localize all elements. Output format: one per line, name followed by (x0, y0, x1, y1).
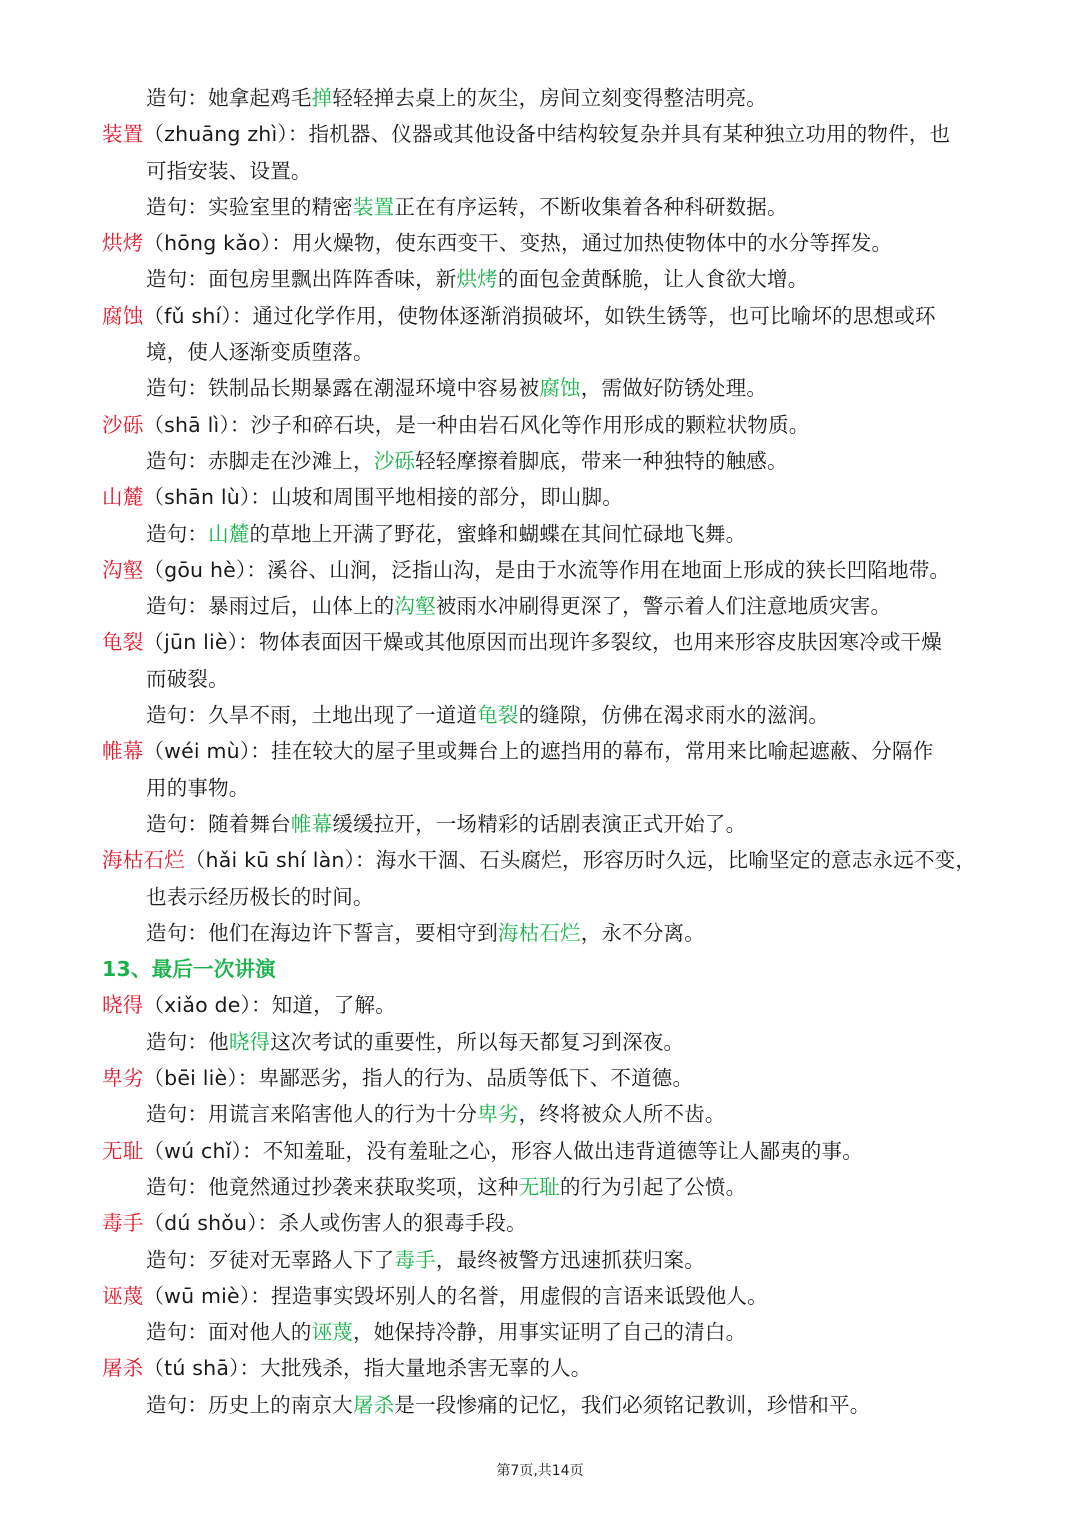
vocab-term: 毒手 (102, 1211, 144, 1236)
line-text: 用的事物。 (146, 775, 250, 800)
text-line (0, 443, 1080, 479)
vocab-entry-line (0, 1060, 1080, 1096)
line-text: 造句：赤脚走在沙滩上， (146, 448, 374, 473)
line-text: ，她保持冷静，用事实证明了自己的清白。 (353, 1320, 747, 1345)
highlighted-term: 屠杀 (353, 1392, 395, 1417)
text-line (0, 1387, 1080, 1423)
line-text: ，需做好防锈处理。 (580, 376, 768, 401)
text-line (0, 1242, 1080, 1278)
line-text: 造句：用谎言来陷害他人的行为十分 (146, 1102, 478, 1127)
line-text: （bēi liè）：卑鄙恶劣，指人的行为、品质等低下、不道德。 (143, 1066, 694, 1091)
vocab-entry-line (0, 298, 1080, 334)
line-text: 造句：面包房里飘出阵阵香味，新 (146, 267, 457, 292)
vocab-entry-line (0, 987, 1080, 1023)
line-text: ，终将被众人所不齿。 (518, 1102, 726, 1127)
line-text: 造句：歹徒对无辜路人下了 (146, 1247, 395, 1272)
line-text: （shā lì）：沙子和碎石块，是一种由岩石风化等作用形成的颗粒状物质。 (143, 412, 810, 437)
line-text: （hōng kǎo）：用火燥物，使东西变干、变热，通过加热使物体中的水分等挥发。 (143, 231, 893, 256)
highlighted-term: 腐蚀 (539, 376, 581, 401)
vocab-term: 帷幕 (102, 739, 144, 764)
vocab-term: 无耻 (102, 1138, 144, 1163)
vocab-term: 卑劣 (102, 1066, 144, 1091)
vocab-term: 海枯石烂 (102, 848, 185, 873)
vocab-entry-line (0, 1205, 1080, 1241)
vocab-term: 烘烤 (102, 231, 144, 256)
text-line (0, 806, 1080, 842)
line-text: （hǎi kū shí làn）：海水干涸、石头腐烂，形容历时久远，比喻坚定的意志永远不变， (184, 848, 977, 873)
highlighted-term: 帷幕 (290, 811, 333, 836)
vocab-term: 山麓 (102, 485, 144, 510)
highlighted-term: 掸 (311, 86, 333, 110)
highlighted-term: 无耻 (518, 1174, 561, 1199)
vocab-entry-line (0, 552, 1080, 588)
text-line (0, 661, 1080, 697)
highlighted-term: 龟裂 (477, 703, 519, 728)
line-text: 造句：铁制品长期暴露在潮湿环境中容易被 (146, 376, 540, 401)
text-line (0, 1314, 1080, 1350)
vocab-term: 晓得 (102, 993, 144, 1018)
line-text: 境，使人逐渐变质堕落。 (146, 340, 374, 365)
line-text: （dú shǒu）：杀人或伤害人的狠毒手段。 (143, 1211, 527, 1236)
line-text: 造句：他竟然通过抄袭来获取奖项，这种 (146, 1174, 519, 1199)
line-text: （gōu hè）：溪谷、山涧，泛指山沟，是由于水流等作用在地面上形成的狭长凹陷地带。 (143, 557, 951, 582)
line-text: 造句：随着舞台 (146, 811, 291, 836)
line-text: 造句：实验室里的精密 (146, 194, 353, 219)
line-text: 造句：他们在海边许下誓言，要相守到 (146, 920, 498, 945)
vocab-entry-line (0, 624, 1080, 660)
highlighted-term: 毒手 (394, 1247, 436, 1272)
line-text: 也表示经历极长的时间。 (146, 884, 374, 909)
line-text: （wéi mù）：挂在较大的屋子里或舞台上的遮挡用的幕布，常用来比喻起遮蔽、分隔作 (143, 739, 934, 764)
vocab-entry-line (0, 733, 1080, 769)
text-line (0, 1096, 1080, 1132)
line-text: （shān lù）：山坡和周围平地相接的部分，即山脚。 (143, 485, 623, 510)
vocab-entry-line (0, 407, 1080, 443)
text-line (0, 1024, 1080, 1060)
text-line (0, 697, 1080, 733)
line-text: （wú chǐ）：不知羞耻，没有羞耻之心，形容人做出违背道德等让人鄙夷的事。 (143, 1138, 863, 1163)
line-text: 可指安装、设置。 (146, 158, 312, 183)
line-text: 造句：面对他人的 (146, 1320, 312, 1345)
vocab-entry-line (0, 479, 1080, 515)
line-text: 造句：她拿起鸡毛 (146, 86, 312, 110)
vocab-entry-line (0, 1133, 1080, 1169)
highlighted-term: 海枯石烂 (497, 920, 581, 945)
highlighted-term: 沟壑 (394, 594, 436, 619)
line-text: （jūn liè）：物体表面因干燥或其他原因而出现许多裂纹，也用来形容皮肤因寒冷或干燥 (143, 630, 942, 655)
vocab-entry-line (0, 116, 1080, 152)
section-heading (0, 951, 1080, 987)
text-line (0, 334, 1080, 370)
line-text: 造句：他 (146, 1029, 229, 1054)
line-text: 的草地上开满了野花，蜜蜂和蝴蝶在其间忙碌地飞舞。 (249, 521, 747, 546)
line-text: （tú shā）：大批残杀，指大量地杀害无辜的人。 (143, 1356, 592, 1381)
line-text: （zhuāng zhì）：指机器、仪器或其他设备中结构较复杂并具有某种独立功用的物件，也 (143, 122, 951, 147)
text-line (0, 588, 1080, 624)
highlighted-term: 烘烤 (456, 267, 498, 292)
vocab-term: 屠杀 (102, 1356, 144, 1381)
line-text: （xiǎo de）：知道，了解。 (143, 993, 396, 1018)
line-text: 的面包金黄酥脆，让人食欲大增。 (497, 267, 809, 292)
vocab-entry-line (0, 1350, 1080, 1386)
line-text: 被雨水冲刷得更深了，警示着人们注意地质灾害。 (435, 594, 892, 619)
line-text: 造句： (146, 521, 209, 546)
highlighted-term: 卑劣 (477, 1102, 519, 1127)
line-text: 缓缓拉开，一场精彩的话剧表演正式开始了。 (332, 811, 747, 836)
text-line (0, 879, 1080, 915)
vocab-term: 沙砾 (102, 412, 144, 437)
line-text: 这次考试的重要性，所以每天都复习到深夜。 (270, 1029, 685, 1054)
highlighted-term: 沙砾 (373, 448, 416, 473)
text-line (0, 153, 1080, 189)
highlighted-term: 山麓 (208, 521, 250, 546)
text-line (0, 261, 1080, 297)
line-text: 的缝隙，仿佛在渴求雨水的滋润。 (518, 703, 830, 728)
vocab-entry-line (0, 1278, 1080, 1314)
line-text: 轻轻摩擦着脚底，带来一种独特的触感。 (415, 448, 788, 473)
text-line (0, 370, 1080, 406)
text-line (0, 915, 1080, 951)
line-text: ，永不分离。 (580, 920, 705, 945)
vocab-term: 腐蚀 (102, 303, 144, 328)
line-text: （fǔ shí）：通过化学作用，使物体逐渐消损破坏，如铁生锈等，也可比喻坏的思想或环 (143, 303, 936, 328)
line-text: 轻轻掸去桌上的灰尘，房间立刻变得整洁明亮。 (332, 86, 768, 110)
highlighted-term: 装置 (353, 194, 395, 219)
text-line (0, 189, 1080, 225)
text-line (0, 770, 1080, 806)
vocab-entry-line (0, 225, 1080, 261)
text-line (0, 1169, 1080, 1205)
text-line (0, 516, 1080, 552)
section-title: 13、最后一次讲演 (102, 957, 276, 982)
line-text: 造句：暴雨过后，山体上的 (146, 594, 395, 619)
page-number: 第7页,共14页 (496, 1463, 584, 1479)
highlighted-term: 晓得 (228, 1029, 271, 1054)
line-text: 是一段惨痛的记忆，我们必须铭记教训，珍惜和平。 (394, 1392, 871, 1417)
line-text: 造句：历史上的南京大 (146, 1392, 353, 1417)
line-text: ，最终被警方迅速抓获归案。 (435, 1247, 705, 1272)
line-text: （wū miè）：捏造事实毁坏别人的名誉，用虚假的言语来诋毁他人。 (143, 1283, 768, 1308)
vocab-term: 沟壑 (102, 557, 144, 582)
vocab-term: 诬蔑 (102, 1283, 144, 1308)
document-body (0, 80, 1080, 1423)
line-text: 的行为引起了公愤。 (560, 1174, 747, 1199)
line-text: 正在有序运转，不断收集着各种科研数据。 (394, 194, 788, 219)
text-line (0, 80, 1080, 116)
vocab-entry-line (0, 842, 1080, 878)
vocab-term: 装置 (102, 122, 144, 147)
line-text: 造句：久旱不雨，土地出现了一道道 (146, 703, 478, 728)
highlighted-term: 诬蔑 (311, 1320, 354, 1345)
line-text: 而破裂。 (146, 666, 229, 691)
vocab-term: 龟裂 (102, 630, 144, 655)
